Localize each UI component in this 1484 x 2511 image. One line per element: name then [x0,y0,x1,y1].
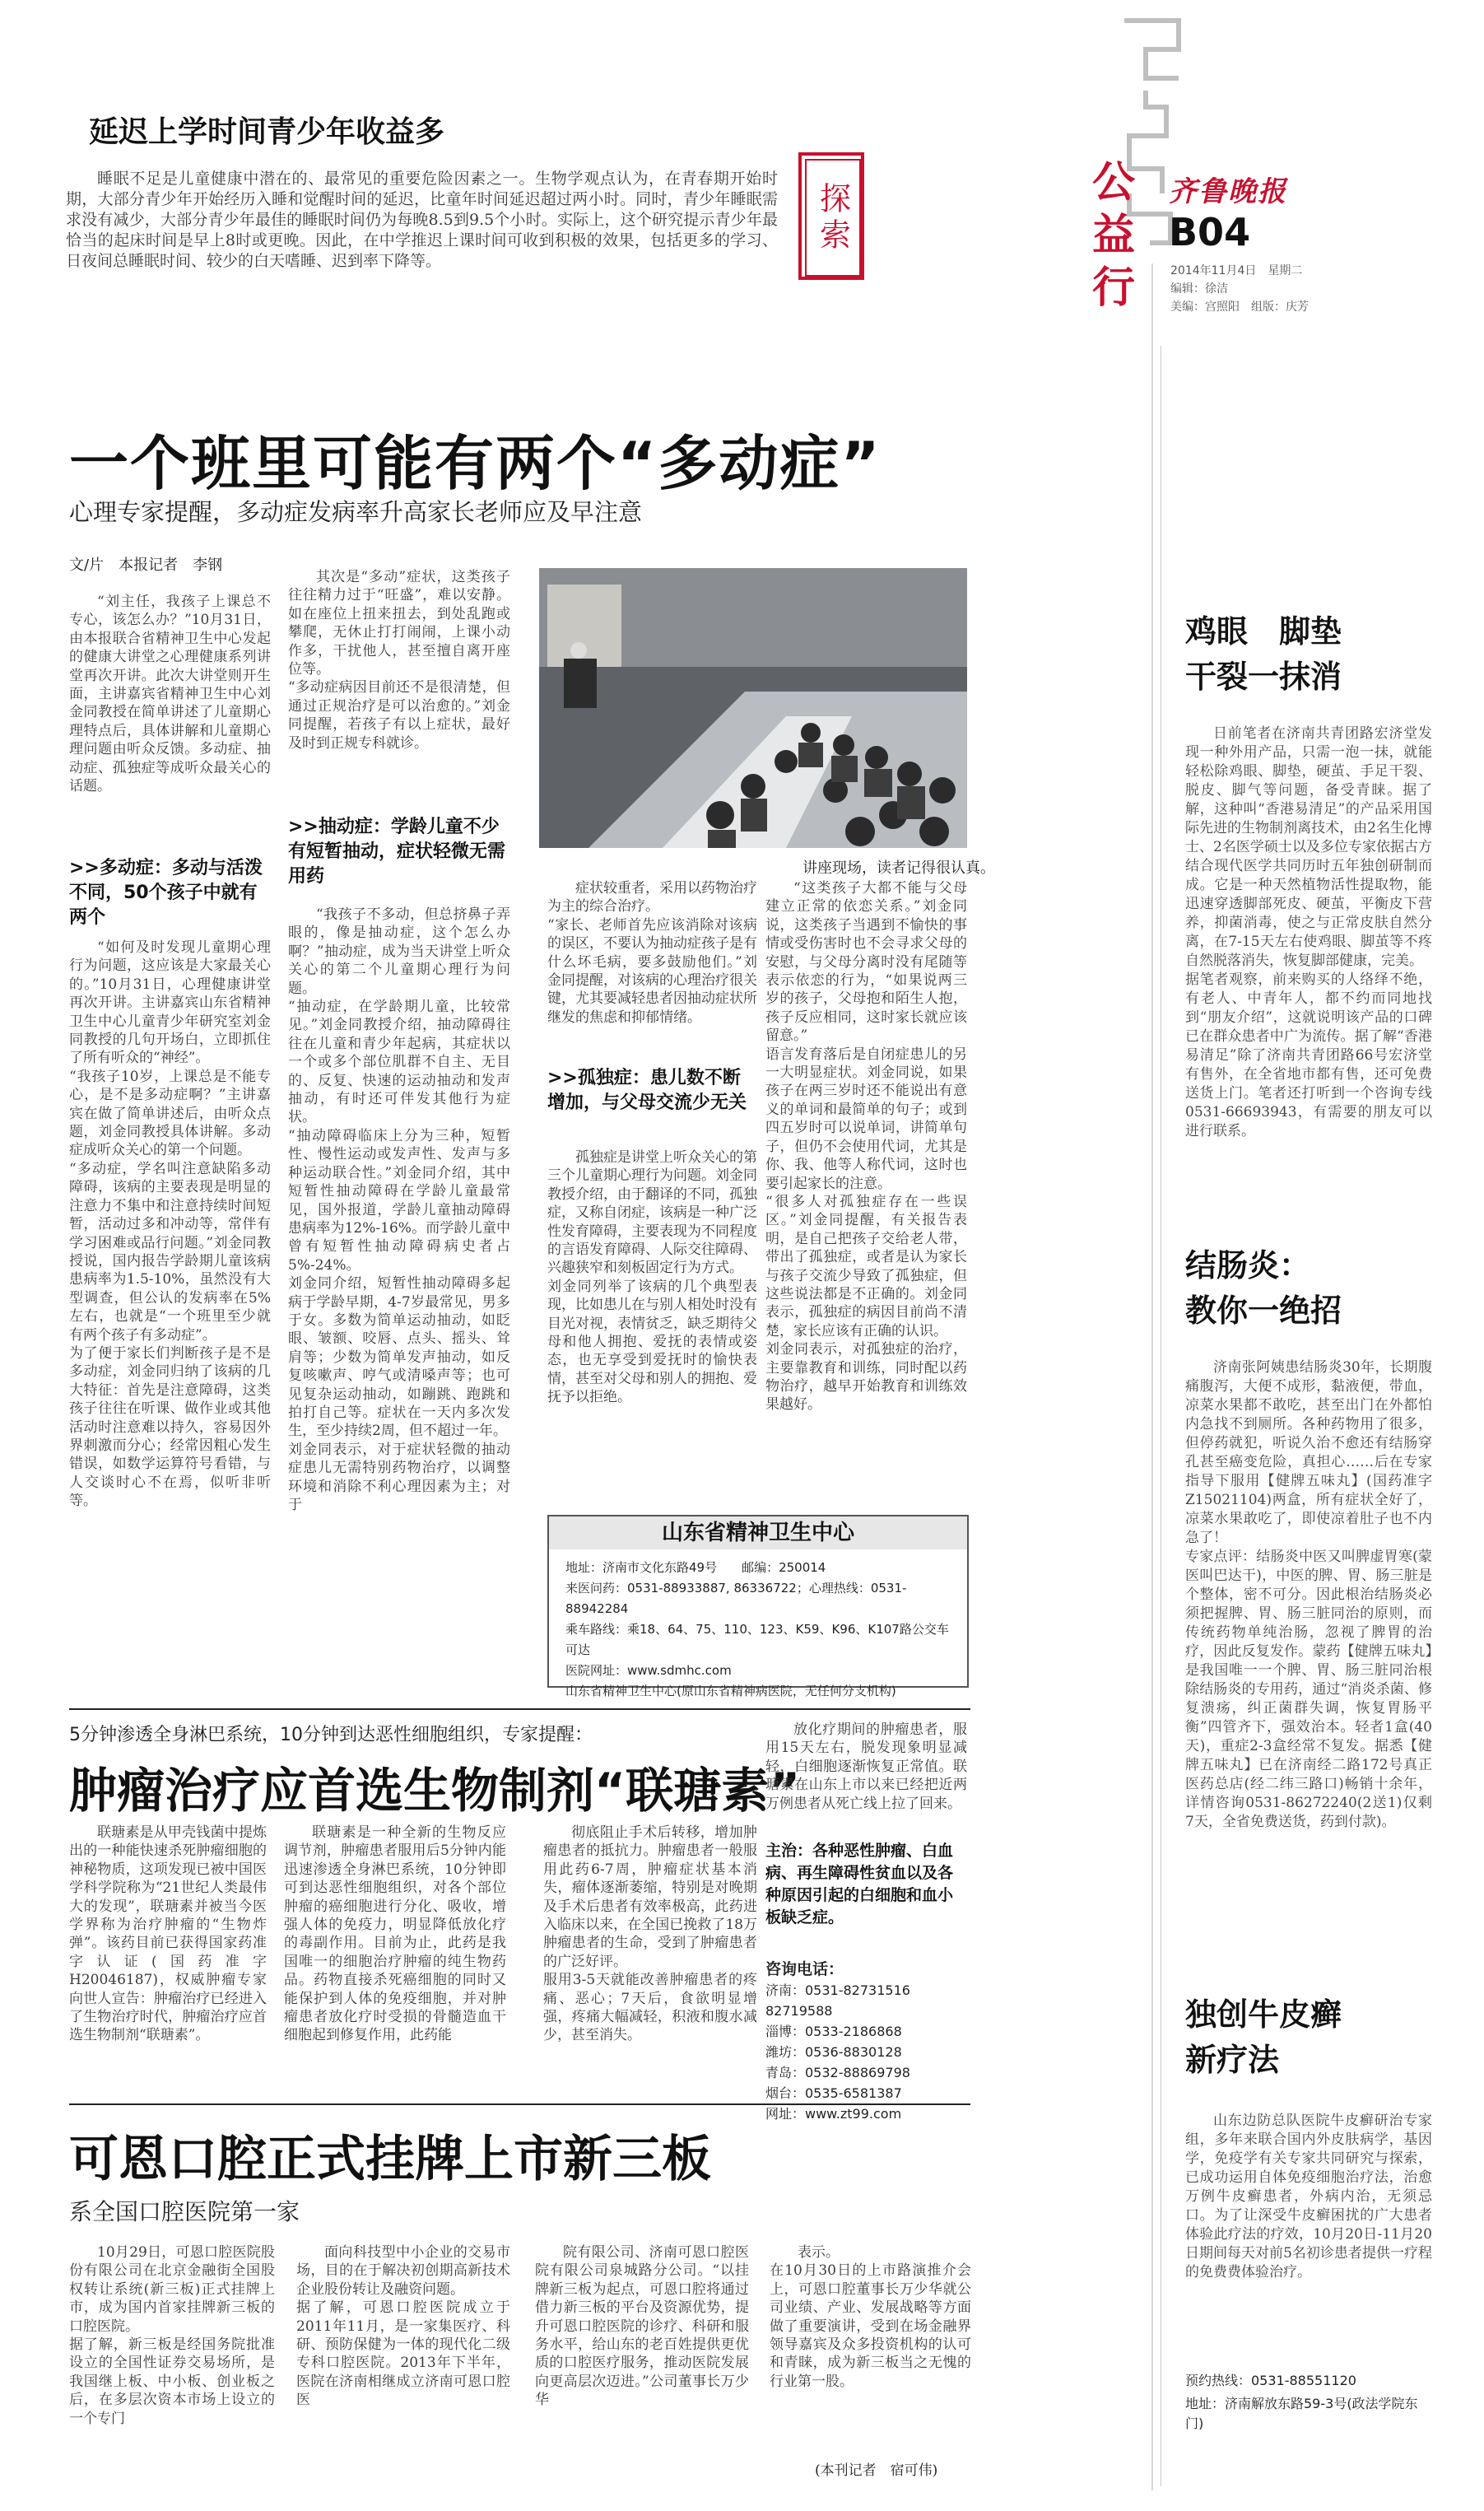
hotline-jinan: 济南：0531-82731516 82719588 [765,1982,923,2019]
adhd-col4-body: “这类孩子大都不能与父母建立正常的依恋关系。”刘金同说，这类孩子当遇到不愉快的事情或受伤害时也不会寻求父母的安慰，与父母分离时没有尾随等表示依恋的行为，“如果说两三岁的孩子，父母抱和陌生人抱，孩子反应相同，这时家长就应该留意。” 语言发育落后是自闭症患儿的另一大明显症状。刘金同说，如果孩子在两三岁时还不能说出有意义的单词和最简单的句子；或到四五岁时可以说单词，讲简单句子，但仍不会使用代词，尤其是你、我、他等人称代词，这时也要引起家长的注意。 “很多人对孤独症存在一些误区。”刘金同提醒，有关报告表明，是自己把孩子交给老人带，带出了孤独症，或者是认为家长与孩子交流少导致了孤独症，但这些说法都是不正确的。刘金同表示，孤独症的病因目前尚不清楚，家长应该有正确的认识。 刘金同表示，对孤独症的治疗，主要靠教育和训练，同时配以药物治疗，越早开始教育和训练效果越好。 [765,880,967,1414]
dental-col3: 院有限公司、济南可恩口腔医院有限公司泉城路分公司。“以挂牌新三板为起点，可恩口腔将通过借力新三板的平台及资源优势，提升可恩口腔医院的诊疗、科研和服务水平，给山东的老百姓提供更优质的口腔医疗服务，推动医院发展向更高层次迈进。”公司董事长万少华 [535,2244,749,2409]
hotline-yantai: 烟台：0535-6581387 [765,2085,902,2101]
hotline-title: 咨询电话： [765,1960,844,1978]
dental-col4: 表示。 在10月30日的上市路演推介会上，可恩口腔董事长万少华就公司业绩、产业、发展战略等方面做了重要演讲，受到在场金融界领导嘉宾及众多投资机构的认可和青睐，成为新三板当之无愧的行业第一股。 [770,2244,971,2390]
hospital-name: 山东省精神卫生中心 [549,1516,967,1549]
jiyan-title-line1: 鸡眼 脚垫 [1185,613,1342,650]
psoriasis-title-line2: 新疗法 [1185,2042,1280,2078]
designer-credit: 美编：宫照阳 组版：庆芳 [1170,300,1309,314]
photo-caption: 讲座现场，读者记得很认真。 [802,860,995,877]
colitis-title-line2: 教你一绝招 [1185,1293,1342,1329]
hotline-weifang: 潍坊：0536-8830128 [765,2044,902,2060]
explore-stamp-text: 探索 [814,181,851,254]
adhd-col3-intro: 症状较重者，采用以药物治疗为主的综合治疗。 “家长、老师首先应该消除对该病的误区，不要认为抽动症孩子是有什么坏毛病，要多鼓励他们。”刘金同提醒，对该病的心理治疗很关键，尤其要减轻患者因抽动症状所继发的焦虑和抑郁情绪。 [547,880,757,1026]
psoriasis-title-line1: 独创牛皮癣 [1185,1996,1342,2033]
adhd-byline: 文/片 本报记者 李钢 [69,557,223,574]
editor-credit: 编辑：徐洁 [1170,282,1228,296]
adhd-col1-intro: “刘主任，我孩子上课总不专心，该怎么办？”10月31日，由本报联合省精神卫生中心发起的健康大讲堂之心理健康系列讲堂再次开讲。此次大讲堂则开生面，主讲嘉宾省精神卫生中心刘金同教授在简单讲述了儿童期心理特点后，具体讲解和儿童期心理问题由听众反馈。多动症、抽动症、孤独症等成听众最关心的话题。 [69,594,271,795]
adhd-col2-intro: 其次是“多动”症状，这类孩子往往精力过于“旺盛”，难以安静。如在座位上扭来扭去，到处乱跑或攀爬，无休止打打闹闹，上课小动作多，干扰他人，甚至擅自离开座位等。 “多动症病因目前还不是很清楚，但通过正规治疗是可以治愈的。”刘金同提醒，若孩子有以上症状，最好及时到正规专科就诊。 [288,569,510,752]
explore-stamp [798,152,864,280]
divider-tumor [69,1708,970,1710]
divider-dental [69,2103,970,2105]
colitis-title-line1: 结肠炎： [1185,1247,1311,1283]
tumor-col1: 联瑭素是从甲壳钱菌中提炼出的一种能快速杀死肿瘤细胞的神秘物质，这项发现已被中国医学科学院称为“21世纪人类最伟大的发现”，联瑭素并被当今医学界称为治疗肿瘤的“生物炸弹”。该药目前已获得国家药准字认证(国药准字H20046187)，权威肿瘤专家向世人宣告：肿瘤治疗已经进入了生物治疗时代，肿瘤治疗应首选生物制剂“联瑭素”。 [69,1824,267,2044]
tumor-hotlines [765,1959,967,2124]
dental-col1: 10月29日，可恩口腔医院股份有限公司在北京金融街全国股权转让系统(新三板)正式挂牌上市，成为国内首家挂牌新三板的口腔医院。 据了解，新三板是经国务院批准设立的全国性证券交易场所，是我国继上板、中小板、创业板之后，在多层次资本市场上设立的一个专门 [69,2244,275,2427]
hospital-address: 地址：济南市文化东路49号 邮编：250014 [565,1560,826,1575]
hospital-note: 山东省精神卫生中心(原山东省精神病医院，无任何分支机构) [565,1684,896,1698]
hotline-zibo: 淄博：0533-2186868 [765,2024,902,2039]
hospital-web: 医院网址：www.sdmhc.com [565,1663,732,1678]
adhd-col1-body: “如何及时发现儿童期心理行为问题，这应该是大家最关心的。”10月31日，心理健康讲堂再次开讲。主讲嘉宾山东省精神卫生中心儿童青少年研究室刘金同教授的几句开场白，立即抓住了所有听众的“神经”。 “我孩子10岁，上课总是不能专心，是不是多动症啊？”主讲嘉宾在做了简单讲述后，由听众点题，刘金同教授具体讲解。多动症成听众关心的第一个问题。 “多动症，学名叫注意缺陷多动障碍，该病的主要表现是明显的注意力不集中和注意持续时间短暂，活动过多和冲动等，常伴有学习困难或品行问题。”刘金同教授说，国内报告学龄期儿童该病患病率为1.5-10%，虽然没有大型调查，但公认的发病率在5%左右，也就是“一个班里至少就有两个孩子有多动症”。 为了便于家长们判断孩子是不是多动症，刘金同归纳了该病的几大特征：首先是注意障碍，这类孩子往往在听课、做作业或其他活动时注意难以持久，容易因外界刺激而分心；经常因粗心发生错误，如数学运算符号看错，与人交谈时心不在焉，似听非听等。 [69,939,271,1510]
dental-col2: 面向科技型中小企业的交易市场，目的在于解决初创期高新技术企业股份转让及融资问题。 据了解，可恩口腔医院成立于2011年11月，是一家集医疗、科研、预防保健为一体的现代化二级专科口腔医院。2013年下半年，医院在济南相继成立济南可恩口腔医 [296,2244,510,2409]
jiyan-body: 日前笔者在济南共青团路宏济堂发现一种外用产品，只需一泡一抹，就能轻松除鸡眼、脚垫，硬茧、手足干裂、脱皮、脚气等问题，备受青睐。据了解，这种叫“香港易清足”的产品采用国际先进的生物制剂离技术，由2名生化博士、2名医学硕士以及多位专家依据古方结合现代医学共同历时五年独创研制而成。它是一种天然植物活性提取物，能迅速穿透脚部死皮、硬茧，平衡皮下营养，抑菌消毒，使之与正常皮肤自然分离，在7-15天左右使鸡眼、脚茧等不疼自然脱落消失，恢复脚部健康，完美。 据笔者观察，前来购买的人络绎不绝，有老人、中青年人，都不约而同地找到“朋友介绍”，这就说明该产品的口碑已在群众患者中广为流传。据了解“香港易清足”除了济南共青团路66号宏济堂有售外，在全省地市都有售，还可免费送货上门。笔者还打听到一个咨询专线0531-66693943，有需要的朋友可以进行联系。 [1185,725,1432,1139]
tumor-col3: 彻底阻止手术后转移，增加肿瘤患者的抵抗力。肿瘤患者一般服用此药6-7周，肿瘤症状基本消失，瘤体逐渐萎缩，特别是对晚期及手术后患者有效率极高，此药进入临床以来，在全国已挽救了18万肿瘤患者的生命，受到了肿瘤患者的广泛好评。 服用3-5天就能改善肿瘤患者的疼痛、恶心；7天后，食欲明显增强，疼痛大幅减轻，积液和腹水减少，甚至消失。 [543,1824,757,2044]
tumor-col4: 放化疗期间的肿瘤患者，服用15天左右，脱发现象明显减轻，白细胞逐渐恢复正常值。联瑭素在山东上市以来已经把近两万例患者从死亡线上拉了回来。 [765,1721,967,1812]
adhd-subtitle: 心理专家提醒，多动症发病率升高家长老师应及早注意 [69,498,643,526]
lecture-photo-image [539,568,967,848]
sleep-title: 延迟上学时间青少年收益多 [89,115,445,149]
hotline-qingdao: 青岛：0532-88869798 [765,2065,910,2080]
dental-subtitle: 系全国口腔医院第一家 [69,2198,300,2225]
adhd-subhead-autism: >>孤独症：患儿数不断增加，与父母交流少无关 [547,1068,747,1113]
colitis-body: 济南张阿姨患结肠炎30年，长期腹痛腹泻，大便不成形，黏液便，带血，凉菜水果都不敢吃，甚至出门在外都怕内急找不到厕所。各种药物用了很多，但停药就犯，听说久治不愈还有结肠穿孔甚至癌变危险，真担心……后在专家指导下服用【健牌五味丸】(国药准字Z15021104)两盒，所有症状全好了，凉菜水果敢吃了，即使凉着肚子也不内急了！ 专家点评：结肠炎中医又叫脾虚胃寒(蒙医叫巴达干)，中医的脾、胃、肠三脏是个整体，密不可分。因此根治结肠炎必须把握脾、胃、肠三脏同治的原则，而传统药物单纯治肠，忽视了脾胃的治疗，因此反复发作。蒙药【健牌五味丸】是我国唯一一个脾、胃、肠三脏同治根除结肠炎的专用药，通过“消炎杀菌、修复溃疡，纠正菌群失调，恢复胃肠平衡”四管齐下，强效治本。轻者1盒(40天)，重症2-3盒经常不复发。据悉【健牌五味丸】已在济南经二路172号真正医药总店(经二纬三路口)畅销十余年，详情咨询0531-86272240(2送1)仅剩7天，全省免费送货，药到付款)。 [1185,1359,1432,1830]
hotline-website: 网址：www.zt99.com [765,2106,902,2122]
tumor-title: 肿瘤治疗应首选生物制剂“联瑭素” [69,1763,801,1819]
tumor-indication: 主治：各种恶性肿瘤、白血病、再生障碍性贫血以及各种原因引起的白细胞和血小板缺乏症。 [765,1842,954,1926]
adhd-subhead-hyperactivity: >>多动症：多动与活泼不同，50个孩子中就有两个 [69,858,263,928]
fret-border [1121,16,1185,2495]
brand-logo: 齐鲁晚报 [1169,175,1287,208]
issue-date: 2014年11月4日 星期二 [1170,264,1303,277]
page-number: B04 [1169,210,1251,254]
section-title: 公益行 [1091,158,1135,313]
tumor-col2: 联瑭素是一种全新的生物反应调节剂，肿瘤患者服用后5分钟内能迅速渗透全身淋巴系统，10分钟即可到达恶性细胞组织，对各个部位肿瘤的癌细胞进行分化、吸收，增强人体的免疫力，明显降低放化疗的毒副作用。目前为止，此药是我国唯一的细胞治疗肿瘤的纯生物药品。药物直接杀死癌细胞的同时又能保护到人体的免疫细胞，并对肿瘤患者放化疗时受损的骨髓造血干细胞起到修复作用，此药能 [284,1824,506,2044]
sleep-body: 睡眠不足是儿童健康中潜在的、最常见的重要危险因素之一。生物学观点认为，在青春期开始时期，大部分青少年开始经历入睡和觉醒时间的延迟，比童年时间延迟超过两小时。同时，青少年睡眠需求没有减少，大部分青少年最佳的睡眠时间仍为每晚8.5到9.5个小时。实际上，这个研究提示青少年最恰当的起床时间是早上8时或更晚。因此，在中学推迟上课时间可收到积极的效果，包括更多的学习、日夜间总睡眠时间、较少的白天嗜睡、迟到率下降等。 [66,170,778,270]
psoriasis-phone: 预约热线：0531-88551120 [1185,2373,1356,2388]
adhd-subhead-tic: >>抽动症：学龄儿童不少有短暂抽动，症状轻微无需用药 [288,817,506,887]
psoriasis-body: 山东边防总队医院牛皮癣研治专家组，多年来联合国内外皮肤病学，基因学，免疫学有关专家共同研究与探索，已成功运用自体免疫细胞治疗法，治愈万例牛皮癣患者，外病内治，无须忌口。为了让深受牛皮癣困扰的广大患者体验此疗法的疗效，10月20日-11月20日期间每天对前5名初诊患者提供一疗程的免费费体验治疗。 [1185,2113,1432,2280]
lecture-photo [539,568,967,848]
hospital-phone: 来医问药：0531-88933887, 86336722；心理热线：0531-88942284 [565,1581,907,1616]
hospital-info-box [547,1515,969,1698]
adhd-col2-body: “我孩子不多动，但总挤鼻子弄眼的，像是抽动症，这个怎么办啊？”抽动症，成为当天讲堂上听众关心的第二个儿童期心理行为问题。 “抽动症，在学龄期儿童，比较常见。”刘金同教授介绍，抽动障碍往往在儿童和青少年起病，其症状以一个或多个部位肌群不自主、无目的、反复、快速的运动抽动和发声抽动，有时还可伴发其他行为症状。 “抽动障碍临床上分为三种，短暂性、慢性运动或发声性、发声与多种运动联合性。”刘金同介绍，其中短暂性抽动障碍在学龄儿童最常见，国外报道，学龄儿童抽动障碍患病率为12%-16%。而学龄儿童中曾有短暂性抽动障碍病史者占5%-24%。 刘金同介绍，短暂性抽动障碍多起病于学龄早期，4-7岁最常见，男多于女。多数为简单运动抽动，如眨眼、皱额、咬唇、点头、摇头、耸肩等；少数为简单发声抽动，如反复咳嗽声、哼气或清嗓声等；也可见复杂运动抽动，如蹦跳、跑跳和拍打自己等。症状在一天内多次发生，至少持续2周，但不超过一年。 刘金同表示，对于症状轻微的抽动症患儿无需特别药物治疗，以调整环境和消除不利心理因素为主；对于 [288,906,510,1513]
dental-title: 可恩口腔正式挂牌上市新三板 [69,2131,711,2188]
hospital-bus: 乘车路线：乘18、64、75、110、123、K59、K96、K107路公交车可达 [565,1622,949,1657]
dental-credit: (本刊记者 宿可伟) [815,2462,938,2479]
tumor-kicker: 5分钟渗透全身淋巴系统，10分钟到达恶性细胞组织，专家提醒： [69,1725,593,1745]
adhd-col3-body: 孤独症是讲堂上听众关心的第三个儿童期心理行为问题。刘金同教授介绍，由于翻译的不同，孤独症，又称自闭症，该病是一种广泛性发育障碍，主要表现为不同程度的言语发育障碍、人际交往障碍、兴趣狭窄和刻板固定行为方式。 刘金同列举了该病的几个典型表现，比如患儿在与别人相处时没有目光对视，表情贫乏，缺乏期待父母和他人拥抱、爱抚的表情或姿态，也无享受到爱抚时的愉快表情，甚至对父母和别人的拥抱、爱抚予以拒绝。 [547,1149,757,1406]
jiyan-title-line2: 干裂一抹消 [1185,659,1342,695]
psoriasis-address: 地址：济南解放东路59-3号(政法学院东门) [1185,2396,1418,2431]
adhd-title: 一个班里可能有两个“多动症” [69,429,882,498]
masthead-ornament [1121,16,1185,2495]
